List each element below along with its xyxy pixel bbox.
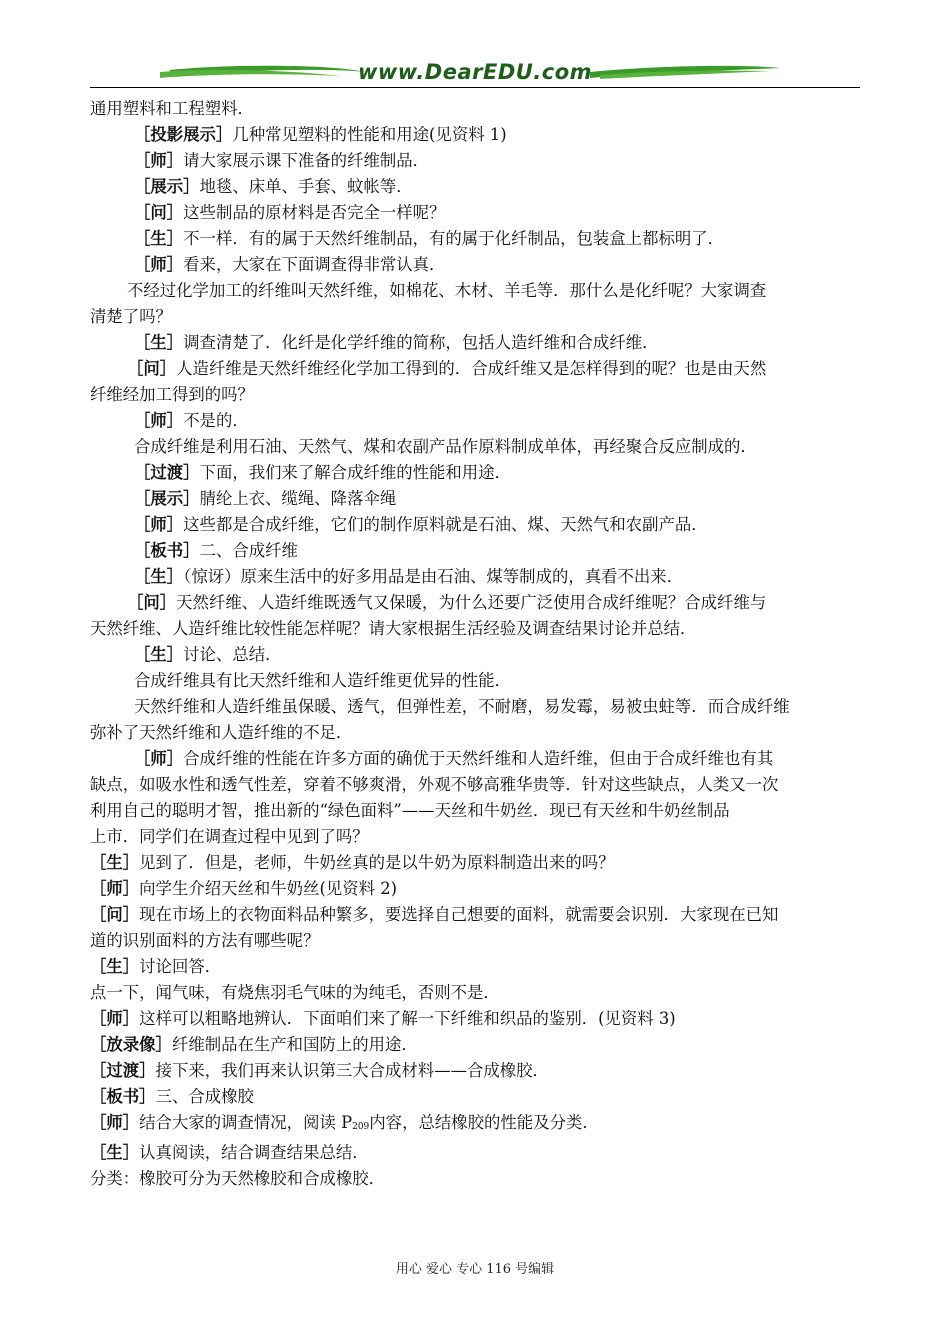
line-text: 点一下，闻气味，有烧焦羽毛气味的为纯毛，否则不是． <box>90 983 500 1002</box>
line-text: 接下来，我们再来认识第三大合成材料——合成橡胶． <box>155 1061 549 1080</box>
speaker-tag: ［师］ <box>134 749 184 768</box>
text-line <box>90 512 860 538</box>
speaker-tag: ［问］ <box>90 905 140 924</box>
speaker-tag: ［放录像］ <box>90 1035 172 1054</box>
line-text: 这些制品的原材料是否完全一样呢？ <box>183 203 446 222</box>
speaker-tag: ［过渡］ <box>90 1061 156 1080</box>
text-line <box>90 876 860 902</box>
line-text: 利用自己的聪明才智，推出新的“绿色面料”——天丝和牛奶丝．现已有天丝和牛奶丝制品 <box>90 801 730 820</box>
speaker-tag: ［生］ <box>90 957 140 976</box>
speaker-tag: ［展示］ <box>134 489 200 508</box>
line-text: 下面，我们来了解合成纤维的性能和用途． <box>199 463 511 482</box>
speaker-tag: ［生］ <box>134 645 184 664</box>
line-text: 天然纤维和人造纤维虽保暖、透气，但弹性差，不耐磨，易发霉，易被虫蛀等．而合成纤维 <box>134 697 790 716</box>
line-text: 天然纤维、人造纤维比较性能怎样呢？请大家根据生活经验及调查结果讨论并总结． <box>90 619 697 638</box>
page-subscript: 209 <box>352 1122 370 1132</box>
line-text: 现在市场上的衣物面料品种繁多，要选择自己想要的面料，就需要会识别．大家现在已知 <box>139 905 779 924</box>
speaker-tag: ［板书］ <box>134 541 200 560</box>
speaker-tag: ［师］ <box>90 1009 140 1028</box>
line-text: 地毯、床单、手套、蚊帐等． <box>199 177 413 196</box>
line-text: 这些都是合成纤维，它们的制作原料就是石油、煤、天然气和农副产品． <box>183 515 708 534</box>
speaker-tag: ［生］ <box>134 567 184 586</box>
line-text: 认真阅读，结合调查结果总结． <box>139 1143 369 1162</box>
line-text: 弥补了天然纤维和人造纤维的不足． <box>90 723 353 742</box>
text-line <box>90 954 860 980</box>
text-line <box>90 928 860 954</box>
line-text: 看来，大家在下面调查得非常认真． <box>183 255 446 274</box>
speaker-tag: ［师］ <box>90 879 140 898</box>
line-text: 见到了．但是，老师，牛奶丝真的是以牛奶为原料制造出来的吗？ <box>139 853 615 872</box>
speaker-tag: ［生］ <box>90 1143 140 1162</box>
speaker-tag: ［问］ <box>134 203 184 222</box>
site-header-banner <box>90 58 860 90</box>
line-text: 缺点，如吸水性和透气性差，穿着不够爽滑，外观不够高雅华贵等．针对这些缺点，人类又一次 <box>90 775 779 794</box>
text-line <box>90 460 860 486</box>
line-text: 分类：橡胶可分为天然橡胶和合成橡胶． <box>90 1169 386 1188</box>
text-line <box>90 616 860 642</box>
text-line <box>90 408 860 434</box>
line-text: 上市．同学们在调查过程中见到了吗？ <box>90 827 369 846</box>
text-line <box>90 486 860 512</box>
line-text: 人造纤维是天然纤维经化学加工得到的．合成纤维又是怎样得到的呢？也是由天然 <box>176 359 767 378</box>
text-line <box>90 96 860 122</box>
line-text: 不是的． <box>183 411 249 430</box>
text-line <box>90 148 860 174</box>
line-text: 请大家展示课下准备的纤维制品． <box>183 151 430 170</box>
text-line <box>90 1058 860 1084</box>
line-text: 合成纤维具有比天然纤维和人造纤维更优异的性能． <box>134 671 511 690</box>
text-line <box>90 174 860 200</box>
text-line <box>90 694 860 720</box>
speaker-tag: ［师］ <box>134 255 184 274</box>
speaker-tag: ［生］ <box>90 853 140 872</box>
header-divider <box>90 87 860 88</box>
speaker-tag: ［问］ <box>127 593 177 612</box>
text-line <box>90 850 860 876</box>
line-text: 这样可以粗略地辨认．下面咱们来了解一下纤维和织品的鉴别．(见资料 3) <box>139 1009 676 1028</box>
text-line <box>90 538 860 564</box>
speaker-tag: ［板书］ <box>90 1087 156 1106</box>
line-text: 结合大家的调查情况，阅读 P <box>139 1113 353 1132</box>
text-line <box>90 1110 860 1140</box>
page-footer: 用心 爱心 专心 116 号编辑 <box>395 1262 555 1277</box>
line-text: 道的识别面料的方法有哪些呢？ <box>90 931 320 950</box>
document-body <box>90 96 860 1192</box>
text-line <box>90 1084 860 1110</box>
line-text: 向学生介绍天丝和牛奶丝(见资料 2) <box>139 879 398 898</box>
line-text: 不一样．有的属于天然纤维制品，有的属于化纤制品，包装盒上都标明了． <box>183 229 725 248</box>
line-text: 合成纤维的性能在许多方面的确优于天然纤维和人造纤维，但由于合成纤维也有其 <box>183 749 774 768</box>
text-line <box>90 1006 860 1032</box>
line-text: 二、合成纤维 <box>199 541 298 560</box>
speaker-tag: ［展示］ <box>134 177 200 196</box>
text-line <box>90 980 860 1006</box>
text-line <box>90 902 860 928</box>
text-line <box>90 330 860 356</box>
text-line <box>90 252 860 278</box>
line-text: 纤维制品在生产和国防上的用途． <box>171 1035 418 1054</box>
text-line <box>90 1140 860 1166</box>
text-line <box>90 668 860 694</box>
speaker-tag: ［师］ <box>134 151 184 170</box>
speaker-tag: ［师］ <box>90 1113 140 1132</box>
text-line <box>90 122 860 148</box>
text-line <box>90 278 860 304</box>
text-line <box>90 1166 860 1192</box>
speaker-tag: ［过渡］ <box>134 463 200 482</box>
speaker-tag: ［投影展示］ <box>134 125 233 144</box>
line-text: 讨论回答． <box>139 957 222 976</box>
line-text: 腈纶上衣、缆绳、降落伞绳 <box>199 489 397 508</box>
text-line <box>90 1032 860 1058</box>
text-line <box>90 200 860 226</box>
text-line <box>90 226 860 252</box>
line-text: 清楚了吗？ <box>90 307 172 326</box>
text-line <box>90 720 860 746</box>
line-text: 天然纤维、人造纤维既透气又保暖，为什么还要广泛使用合成纤维呢？合成纤维与 <box>176 593 767 612</box>
text-line <box>90 824 860 850</box>
speaker-tag: ［问］ <box>127 359 177 378</box>
text-line <box>90 356 860 382</box>
line-text: 不经过化学加工的纤维叫天然纤维，如棉花、木材、羊毛等．那什么是化纤呢？大家调查 <box>127 281 767 300</box>
site-url: www.DearEDU.com <box>357 60 593 84</box>
speaker-tag: ［生］ <box>134 333 184 352</box>
line-text: 纤维经加工得到的吗？ <box>90 385 254 404</box>
line-text-after: 内容，总结橡胶的性能及分类． <box>369 1113 599 1132</box>
text-line <box>90 746 860 772</box>
text-line <box>90 304 860 330</box>
text-line <box>90 564 860 590</box>
text-line <box>90 798 860 824</box>
speaker-tag: ［师］ <box>134 411 184 430</box>
speaker-tag: ［师］ <box>134 515 184 534</box>
text-line <box>90 434 860 460</box>
line-text: 通用塑料和工程塑料． <box>90 99 254 118</box>
text-line <box>90 772 860 798</box>
line-text: 几种常见塑料的性能和用途(见资料 1) <box>232 125 507 144</box>
text-line <box>90 382 860 408</box>
line-text: 三、合成橡胶 <box>155 1087 254 1106</box>
line-text: （惊讶）原来生活中的好多用品是由石油、煤等制成的，真看不出来． <box>183 567 684 586</box>
text-line <box>90 590 860 616</box>
text-line <box>90 642 860 668</box>
line-text: 合成纤维是利用石油、天然气、煤和农副产品作原料制成单体，再经聚合反应制成的． <box>134 437 757 456</box>
line-text: 讨论、总结． <box>183 645 282 664</box>
line-text: 调查清楚了．化纤是化学纤维的简称，包括人造纤维和合成纤维． <box>183 333 659 352</box>
speaker-tag: ［生］ <box>134 229 184 248</box>
